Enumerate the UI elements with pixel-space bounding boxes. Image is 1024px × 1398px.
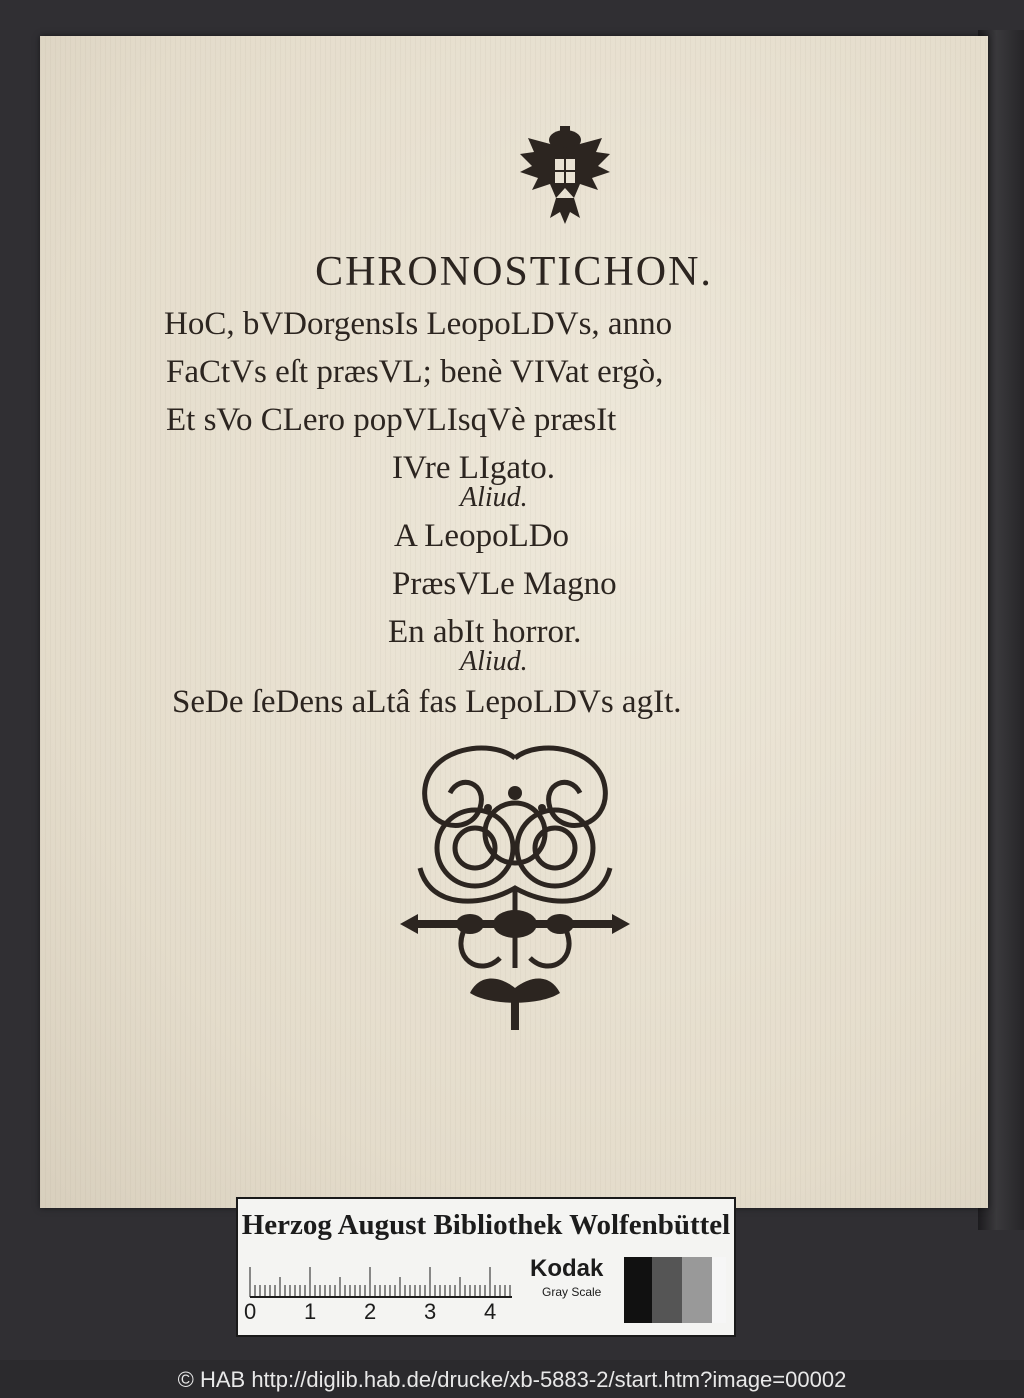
ruler-icon [246,1257,516,1299]
verse-line-6: PræsVLe Magno [392,566,617,602]
verse-line-1: HoC, bVDorgensIs LeopoLDVs, anno [164,306,673,342]
ruler-number: 2 [364,1299,377,1324]
copyright-footer: © HAB http://diglib.hab.de/drucke/xb-5883-2/start.htm?image=00002 [177,1367,847,1392]
ruler-number: 1 [304,1299,317,1324]
verse-line-8: SeDe ſeDens aLtâ fas LepoLDVs agIt. [172,684,682,720]
verse-line-4: IVre LIgato. [392,450,555,486]
page-title: CHRONOSTICHON. [315,249,713,295]
library-name: Herzog August Bibliothek Wolfenbüttel [241,1209,731,1241]
verse-line-3: Et sVo CLero popVLIsqVè præsIt [166,402,617,438]
gray-patch-dark [652,1257,682,1323]
ornament-icon [370,738,660,1038]
section-heading-aliud: Aliud. [460,482,528,513]
ruler-number: 4 [484,1299,497,1324]
section-heading-aliud: Aliud. [460,646,528,677]
gray-patch-light [682,1257,712,1323]
ruler-number: 0 [244,1299,257,1324]
gray-patch-white [712,1257,726,1323]
color-calibration-bar [236,1197,736,1337]
gray-scale-label: Gray Scale [542,1285,602,1299]
document-page [40,36,988,1208]
verse-line-2: FaCtVs eſt præsVL; benè VIVat ergò, [166,354,664,390]
gray-patch-black [624,1257,652,1323]
ruler-number: 3 [424,1299,437,1324]
verse-line-7: En abIt horror. [388,614,582,650]
verse-line-5: A LeopoLDo [394,518,570,554]
brand-label: Kodak [530,1255,604,1282]
